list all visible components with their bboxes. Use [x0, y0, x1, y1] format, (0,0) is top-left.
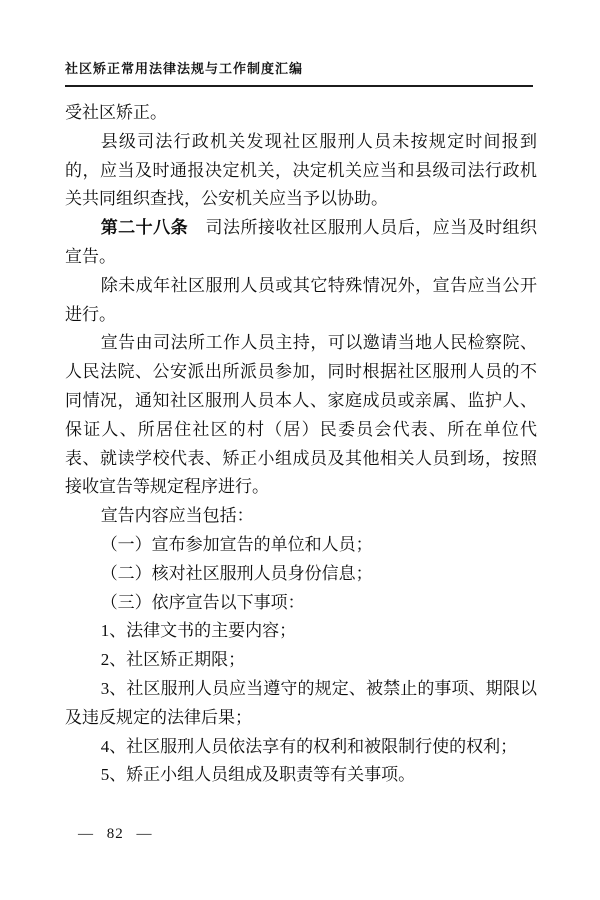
header-title: 社区矫正常用法律法规与工作制度汇编 — [65, 61, 304, 76]
document-body — [65, 99, 537, 790]
paragraph: （一）宣布参加宣告的单位和人员； — [100, 534, 373, 554]
paragraph: （二）核对社区服刑人员身份信息； — [100, 563, 373, 583]
paragraph: 第二十八条 司法所接收社区服刑人员后，应当及时组织宣告。 — [65, 218, 538, 266]
running-header — [65, 58, 533, 77]
page-number: — 82 — — [78, 826, 153, 842]
paragraph: 1、法律文书的主要内容； — [100, 621, 297, 641]
paragraph: 受社区矫正。 — [65, 103, 167, 122]
article-number: 第二十八条 — [100, 218, 189, 238]
paragraph: 5、矫正小组人员组成及职责等有关事项。 — [100, 765, 416, 785]
paragraph: 宣告由司法所工作人员主持，可以邀请当地人民检察院、人民法院、公安派出所派员参加，同时根据社区服刑人员的不同情况，通知社区服刑人员本人、家庭成员或亲属、监护人、保证人、所居住社区的村（居）民委员会代表、所在单位代表、就读学校代表、矫正小组成员及其他相关人员到场，按照接收宣告等规定程序进行。 — [65, 333, 537, 497]
paragraph: 宣告内容应当包括： — [100, 506, 254, 526]
paragraph: 除未成年社区服刑人员或其它特殊情况外，宣告应当公开进行。 — [65, 275, 537, 324]
paragraph: 县级司法行政机关发现社区服刑人员未按规定时间报到的，应当及时通报决定机关，决定机关应当和县级司法行政机关共同组织查找，公安机关应当予以协助。 — [65, 131, 537, 209]
paragraph: 4、社区服刑人员依法享有的权利和被限制行使的权利； — [100, 736, 518, 756]
header-rule — [65, 85, 533, 87]
paragraph: 3、社区服刑人员应当遵守的规定、被禁止的事项、期限以及违反规定的法律后果； — [65, 678, 537, 727]
paragraph: 2、社区矫正期限； — [100, 650, 246, 670]
paragraph: （三）依序宣告以下事项： — [100, 592, 305, 612]
